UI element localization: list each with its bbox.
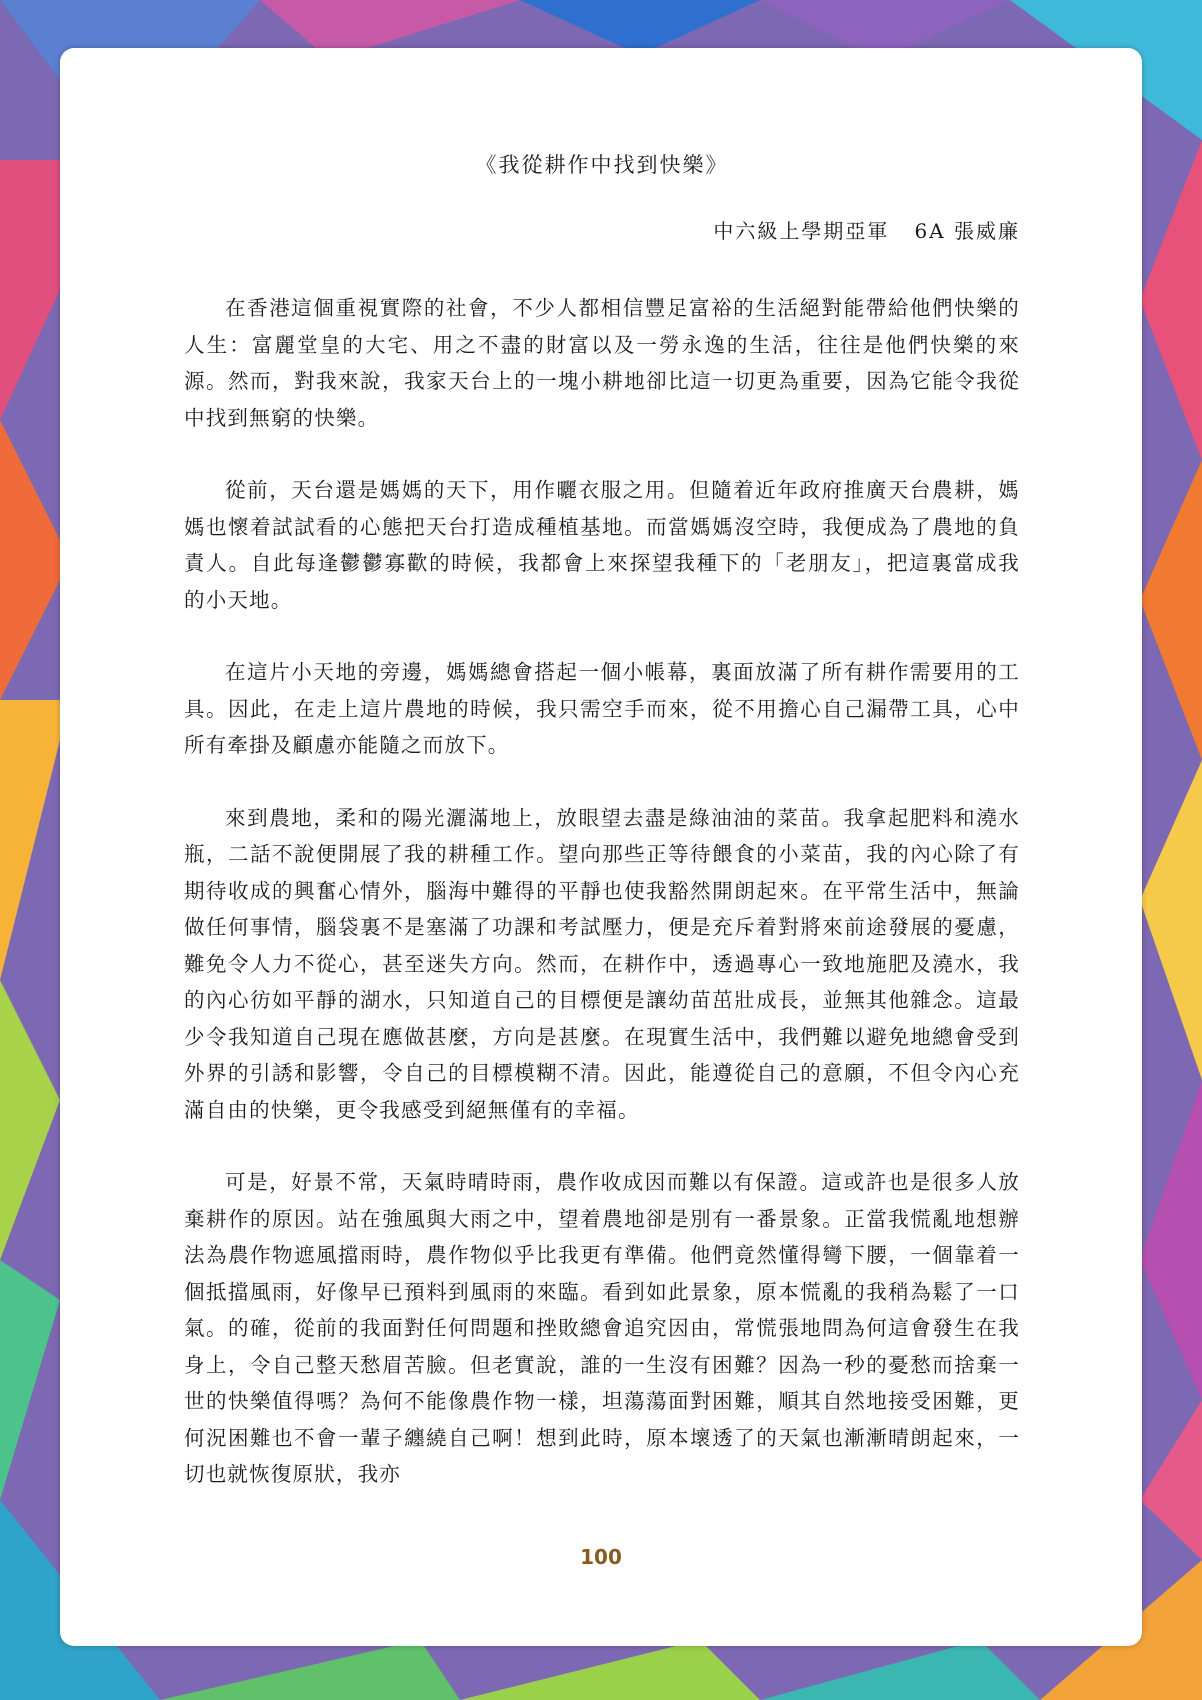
- paragraph-4: 來到農地，柔和的陽光灑滿地上，放眼望去盡是綠油油的菜苗。我拿起肥料和澆水瓶，二話不說便開展了我的耕種工作。望向那些正等待餵食的小菜苗，我的內心除了有期待收成的興奮心情外，腦海中難得的平靜也使我豁然開朗起來。在平常生活中，無論做任何事情，腦袋裏不是塞滿了功課和考試壓力，便是充斥着對將來前途發展的憂慮，難免令人力不從心，甚至迷失方向。然而，在耕作中，透過專心一致地施肥及澆水，我的內心彷如平靜的湖水，只知道自己的目標便是讓幼苗茁壯成長，並無其他雜念。這最少令我知道自己現在應做甚麼，方向是甚麼。在現實生活中，我們難以避免地總會受到外界的引誘和影響，令自己的目標模糊不清。因此，能遵從自己的意願，不但令內心充滿自由的快樂，更令我感受到絕無僅有的幸福。: [184, 805, 1020, 1122]
- article: [184, 150, 1020, 1529]
- page-number: 100: [580, 1545, 622, 1569]
- paragraph-1: 在香港這個重視實際的社會，不少人都相信豐足富裕的生活絕對能帶給他們快樂的人生：富麗堂皇的大宅、用之不盡的財富以及一勞永逸的生活，往往是他們快樂的來源。然而，對我來說，我家天台上的一塊小耕地卻比這一切更為重要，因為它能令我從中找到無窮的快樂。: [184, 296, 1020, 430]
- paragraph-2: 從前，天台還是媽媽的天下，用作曬衣服之用。但隨着近年政府推廣天台農耕，媽媽也懷着試試看的心態把天台打造成種植基地。而當媽媽沒空時，我便成為了農地的負責人。自此每逢鬱鬱寡歡的時候，我都會上來探望我種下的「老朋友」，把這裏當成我的小天地。: [184, 478, 1020, 612]
- article-title: 《我從耕作中找到快樂》: [475, 153, 729, 177]
- paragraph-5: 可是，好景不常，天氣時晴時雨，農作收成因而難以有保證。這或許也是很多人放棄耕作的原因。站在強風與大雨之中，望着農地卻是別有一番景象。正當我慌亂地想辦法為農作物遮風擋雨時，農作物似乎比我更有準備。他們竟然懂得彎下腰，一個靠着一個抵擋風雨，好像早已預料到風雨的來臨。看到如此景象，原本慌亂的我稍為鬆了一口氣。的確，從前的我面對任何問題和挫敗總會追究因由，常慌張地問為何這會發生在我身上，令自己整天愁眉苦臉。但老實說，誰的一生沒有困難？因為一秒的憂愁而捨棄一世的快樂值得嗎？為何不能像農作物一樣，坦蕩蕩面對困難，順其自然地接受困難，更何況困難也不會一輩子纏繞自己啊！想到此時，原本壞透了的天氣也漸漸晴朗起來，一切也就恢復原狀，我亦: [184, 1170, 1020, 1486]
- paragraph-3: 在這片小天地的旁邊，媽媽總會搭起一個小帳幕，裏面放滿了所有耕作需要用的工具。因此，在走上這片農地的時候，我只需空手而來，從不用擔心自己漏帶工具，心中所有牽掛及顧慮亦能隨之而放下。: [184, 660, 1020, 757]
- article-byline: 中六級上學期亞軍 6A 張威廉: [713, 219, 1020, 243]
